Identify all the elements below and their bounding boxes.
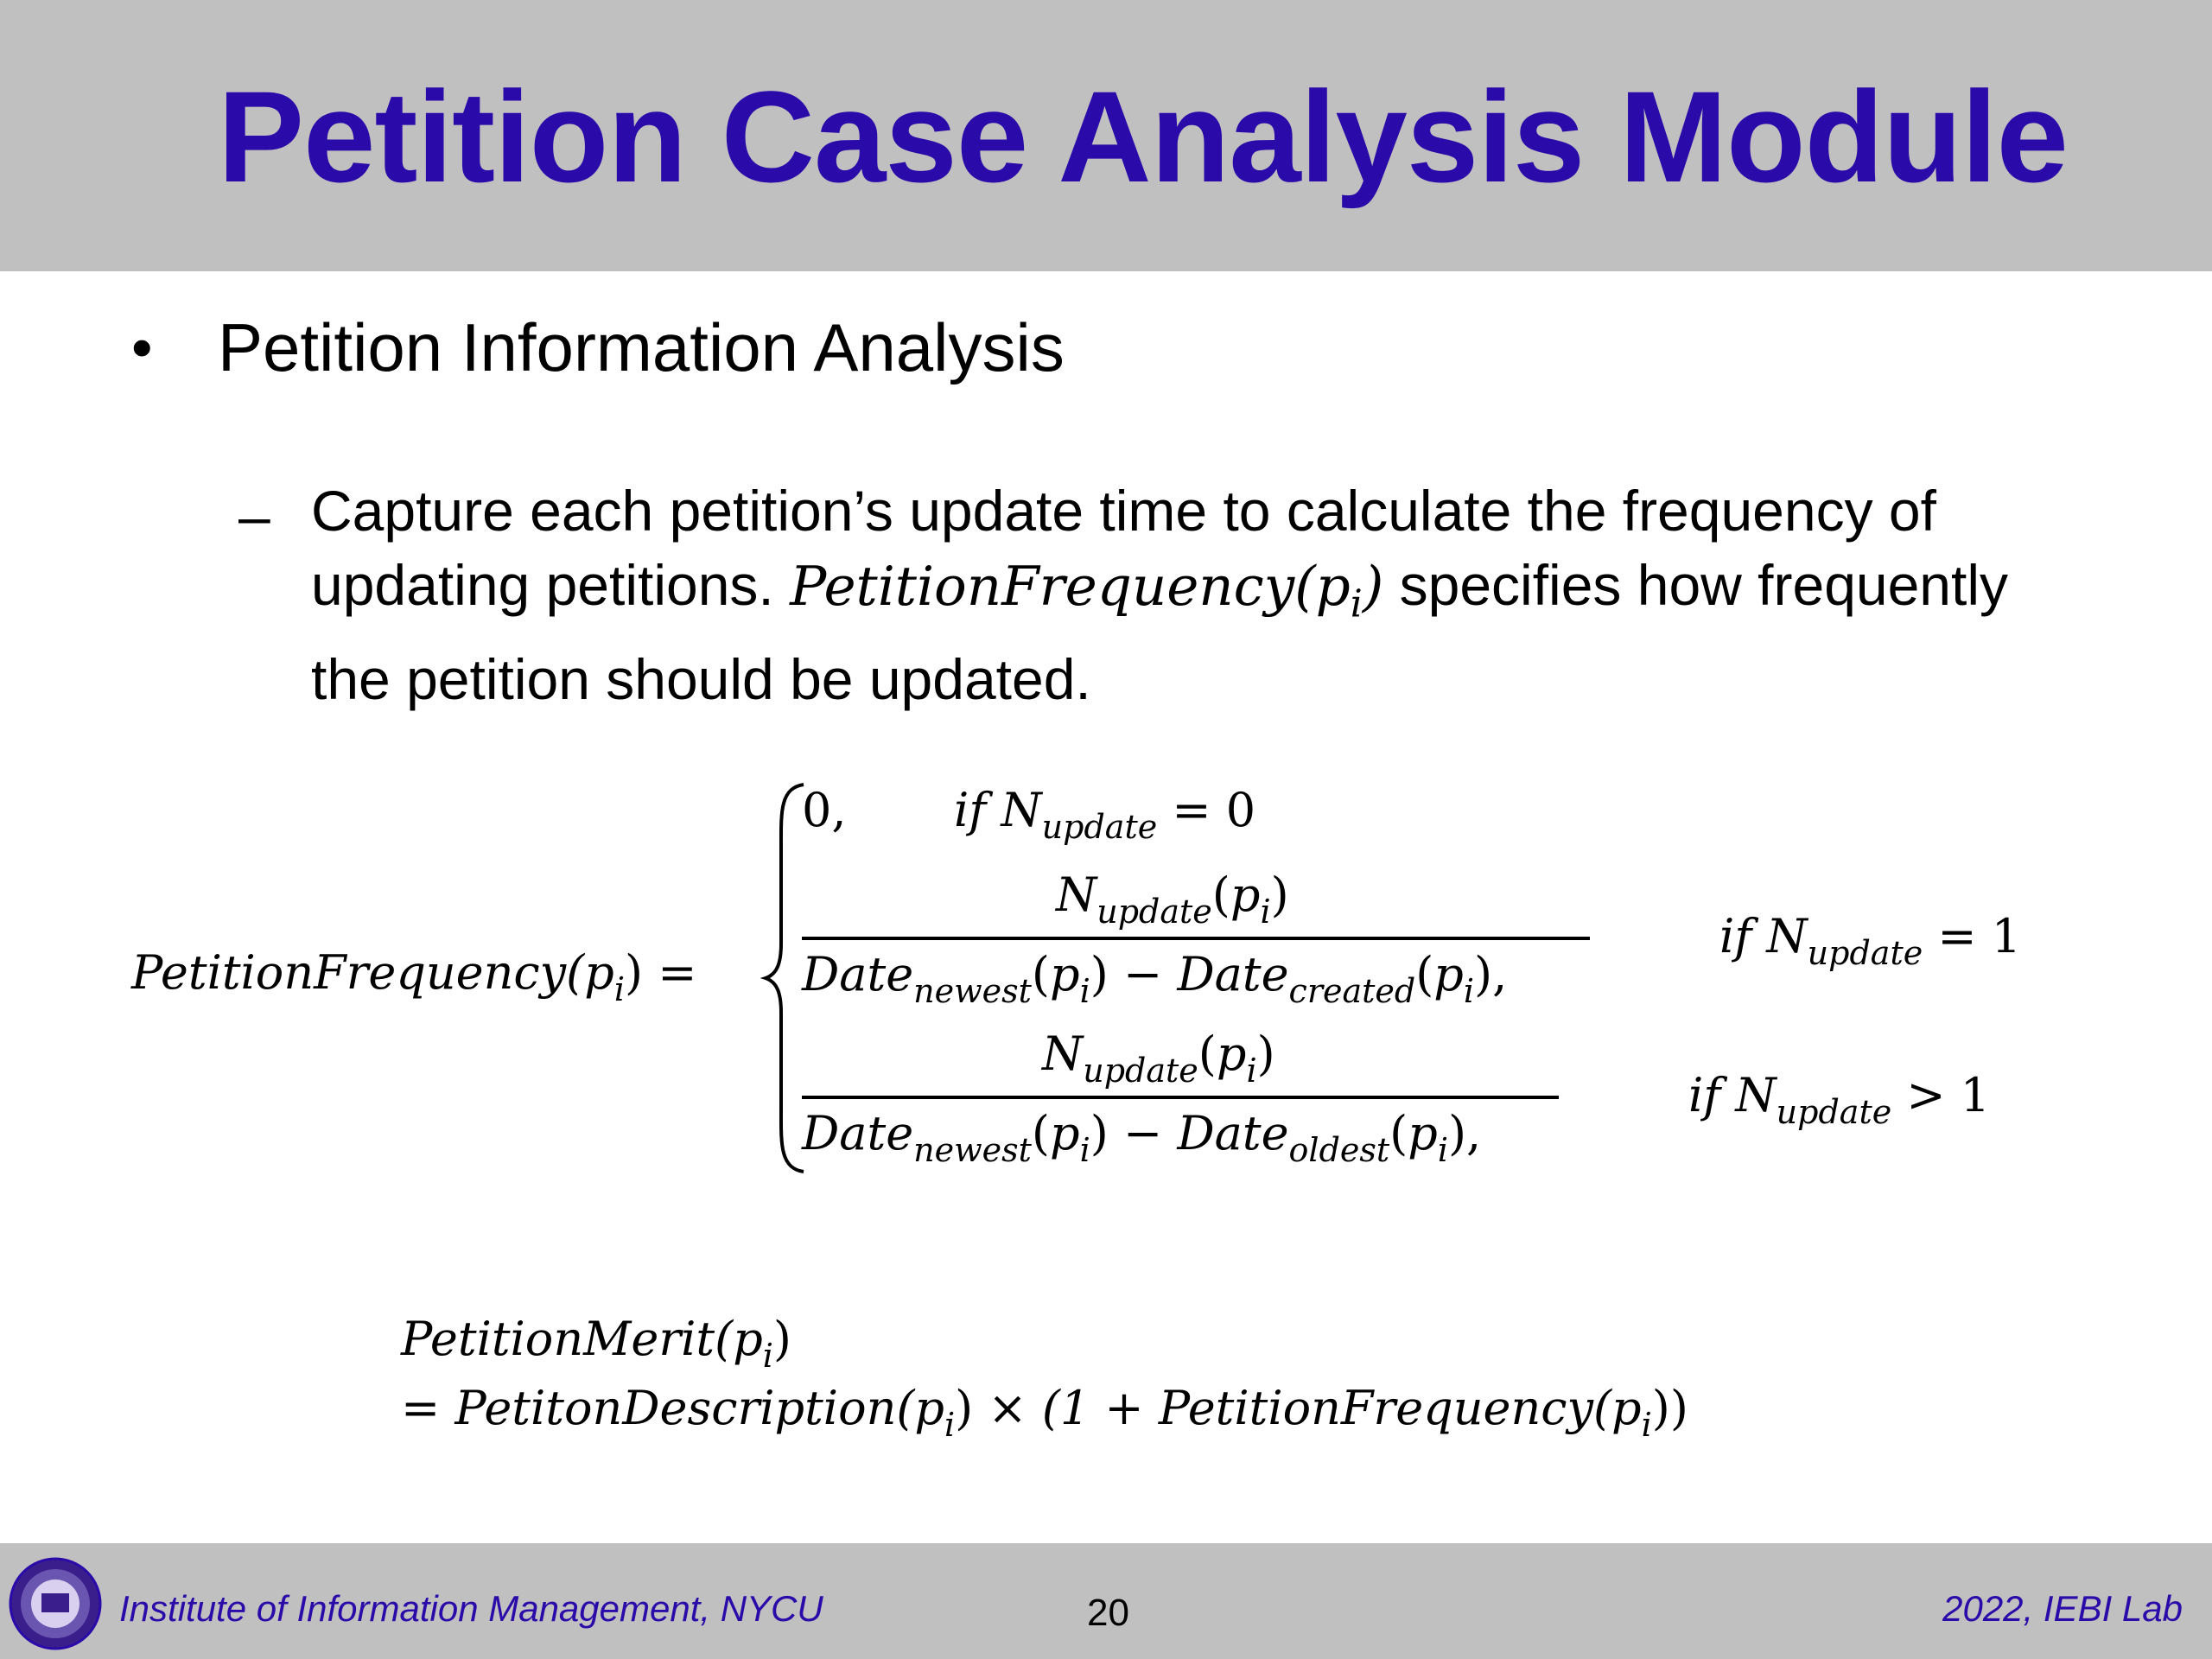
eq1-case3-cond: if $N_{update} > 1$ bbox=[1688, 1068, 1991, 1131]
eq1-case2-fraction-bar bbox=[802, 937, 1590, 940]
eq1-case3-numerator: $N_{update}(p_i)$ bbox=[1042, 1027, 1275, 1090]
eq1-case2-numerator: $N_{update}(p_i)$ bbox=[1056, 868, 1289, 931]
sub-text-part1: Capture each petition’s update time to calculate the frequency of updating petitions. bbox=[311, 479, 1936, 617]
eq1-case2-denominator: $Date_{newest}(p_i)$ − $Date_{created}(p_i)$, bbox=[802, 947, 1508, 1010]
slide-title: Petition Case Analysis Module bbox=[218, 64, 2068, 209]
sub-bullet-dash: – bbox=[238, 484, 270, 548]
eq1-case3-fraction-bar bbox=[802, 1096, 1559, 1099]
sub-text-part2: specifies how frequently the petition should be updated. bbox=[311, 553, 2009, 711]
bullet-text: Petition Information Analysis bbox=[218, 309, 1065, 385]
eq2-line2: = $PetitonDescription(p_i) \times (1$ + $PetitionFrequency(p_i)$) bbox=[401, 1381, 1688, 1444]
eq1-case3-denominator: $Date_{newest}(p_i)$ − $Date_{oldest}(p_i)$, bbox=[802, 1106, 1482, 1169]
bullet-dot: • bbox=[131, 314, 153, 381]
eq1-case1-cond: if $N_{update} = 0$ bbox=[954, 783, 1256, 846]
university-seal-icon bbox=[7, 1555, 104, 1652]
inline-math: $PetitionFrequency(p_i)$ bbox=[790, 555, 1384, 626]
eq1-lhs: $PetitionFrequency(p_i)$ = bbox=[131, 945, 697, 1008]
eq2-line1: $PetitionMerit(p_i)$ bbox=[401, 1312, 791, 1375]
sub-bullet-text bbox=[311, 474, 2091, 716]
eq1-case1-value: 0, bbox=[802, 783, 847, 837]
footer-lab: 2022, IEBI Lab bbox=[1942, 1588, 2183, 1629]
footer-institute: Institute of Information Management, NYCU bbox=[119, 1588, 823, 1629]
eq1-case2-cond: if $N_{update} = 1$ bbox=[1719, 909, 2022, 972]
page-number: 20 bbox=[1087, 1592, 1129, 1634]
